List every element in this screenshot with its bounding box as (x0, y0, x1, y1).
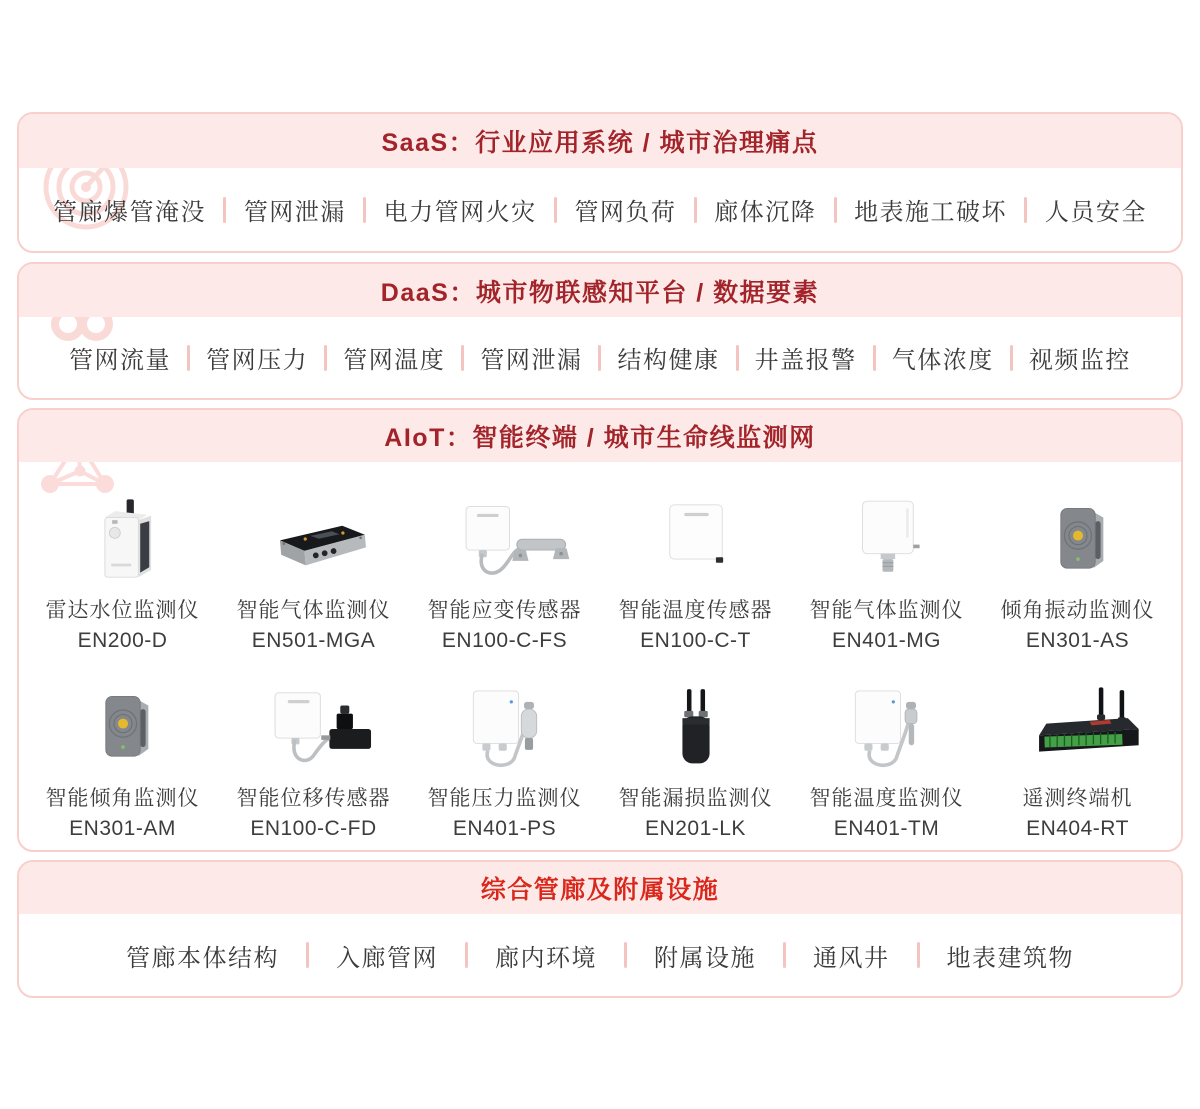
corridor-items-row (19, 938, 1181, 973)
aiot-header-band (19, 410, 1181, 462)
item-divider (187, 345, 190, 371)
saas-items-row (19, 192, 1181, 227)
item-label: 管网泄漏 (480, 347, 583, 374)
item-label: 通风井 (813, 944, 890, 972)
aiot-title: AIoT：智能终端 / 城市生命线监测网 (384, 424, 816, 452)
item-label: 结构健康 (617, 347, 720, 374)
item-label: 廊体沉降 (714, 199, 817, 226)
item-divider (554, 197, 557, 223)
tilt-angle-icon (27, 680, 218, 776)
device-card-EN200-D (27, 492, 218, 656)
device-model: EN404-RT (1026, 817, 1129, 840)
daas-panel (17, 262, 1183, 400)
item-divider (873, 345, 876, 371)
device-name: 智能气体监测仪 (809, 599, 964, 622)
item-divider (1010, 345, 1013, 371)
item-divider (223, 197, 226, 223)
saas-header-band (19, 114, 1181, 168)
device-name: 智能温度监测仪 (809, 787, 964, 810)
item-label: 地表建筑物 (946, 944, 1074, 972)
item-label: 管网流量 (69, 347, 171, 374)
item-label: 附属设施 (654, 944, 756, 972)
device-name: 智能应变传感器 (427, 599, 582, 622)
device-model: EN401-PS (452, 817, 557, 840)
item-divider (461, 345, 464, 371)
item-label: 气体浓度 (891, 347, 994, 374)
device-card-EN201-LK (600, 680, 791, 844)
device-name: 智能气体监测仪 (236, 599, 391, 622)
item-label: 入廊管网 (336, 944, 438, 972)
item-label: 视频监控 (1028, 347, 1131, 374)
device-model: EN100-C-FD (250, 817, 377, 840)
device-card-EN401-PS (409, 680, 600, 844)
item-divider (324, 345, 327, 371)
daas-items-row (19, 340, 1181, 375)
device-name: 倾角振动监测仪 (1000, 599, 1155, 622)
device-model: EN100-C-FS (441, 629, 568, 652)
item-divider (465, 942, 468, 968)
item-divider (624, 942, 627, 968)
temperature-sensor-icon (600, 492, 791, 588)
displacement-sensor-icon (218, 680, 409, 776)
item-label: 管廊爆管淹没 (53, 199, 206, 226)
item-label: 管网压力 (206, 347, 309, 374)
strain-sensor-icon (409, 492, 600, 588)
device-card-EN100-C-FD (218, 680, 409, 844)
pressure-monitor-icon (409, 680, 600, 776)
device-name: 遥测终端机 (1022, 787, 1133, 810)
item-label: 廊内环境 (495, 944, 597, 972)
item-divider (736, 345, 739, 371)
item-label: 人员安全 (1044, 199, 1147, 226)
device-name: 智能漏损监测仪 (618, 787, 773, 810)
item-divider (917, 942, 920, 968)
corridor-header-band (19, 862, 1181, 914)
aiot-panel (17, 408, 1183, 852)
item-label: 地表施工破坏 (854, 199, 1008, 226)
device-name: 智能位移传感器 (236, 787, 391, 810)
item-label: 电力管网火灾 (383, 199, 537, 226)
item-divider (363, 197, 366, 223)
device-model: EN200-D (77, 629, 168, 652)
device-card-EN100-C-FS (409, 492, 600, 656)
device-name: 智能倾角监测仪 (45, 787, 200, 810)
device-model: EN301-AS (1025, 629, 1130, 652)
device-name: 智能压力监测仪 (427, 787, 582, 810)
item-divider (783, 942, 786, 968)
device-card-EN401-MG (791, 492, 982, 656)
device-card-EN301-AM (27, 680, 218, 844)
device-card-EN501-MGA (218, 492, 409, 656)
device-model: EN501-MGA (251, 629, 376, 652)
device-model: EN301-AM (69, 817, 176, 840)
device-model: EN100-C-T (640, 629, 751, 652)
daas-title: DaaS：城市物联感知平台 / 数据要素 (380, 278, 820, 307)
leak-monitor-icon (600, 680, 791, 776)
telemetry-terminal-icon (982, 680, 1173, 776)
item-label: 管网泄漏 (243, 199, 346, 226)
radar-water-level-icon (27, 492, 218, 588)
device-model: EN201-LK (645, 817, 746, 840)
item-label: 管网温度 (343, 347, 446, 374)
item-label: 井盖报警 (754, 347, 857, 374)
aiot-device-grid (19, 462, 1181, 852)
device-card-EN100-C-T (600, 492, 791, 656)
daas-header-band (19, 264, 1181, 317)
device-model: EN401-TM (833, 817, 940, 840)
saas-title: SaaS：行业应用系统 / 城市治理痛点 (381, 129, 819, 157)
device-card-EN301-AS (982, 492, 1173, 656)
device-card-EN404-RT (982, 680, 1173, 844)
device-name: 雷达水位监测仪 (45, 599, 200, 622)
gas-monitor-flat-icon (218, 492, 409, 588)
corridor-title: 综合管廊及附属设施 (480, 876, 720, 904)
device-model: EN401-MG (831, 629, 942, 652)
item-label: 管廊本体结构 (126, 944, 279, 972)
item-label: 管网负荷 (574, 199, 677, 226)
saas-panel (17, 112, 1183, 253)
item-divider (1024, 197, 1027, 223)
item-divider (694, 197, 697, 223)
item-divider (834, 197, 837, 223)
device-card-EN401-TM (791, 680, 982, 844)
gas-monitor-box-icon (791, 492, 982, 588)
corridor-panel (17, 860, 1183, 998)
tilt-vibration-icon (982, 492, 1173, 588)
item-divider (306, 942, 309, 968)
item-divider (598, 345, 601, 371)
device-name: 智能温度传感器 (618, 599, 773, 622)
temperature-monitor-icon (791, 680, 982, 776)
